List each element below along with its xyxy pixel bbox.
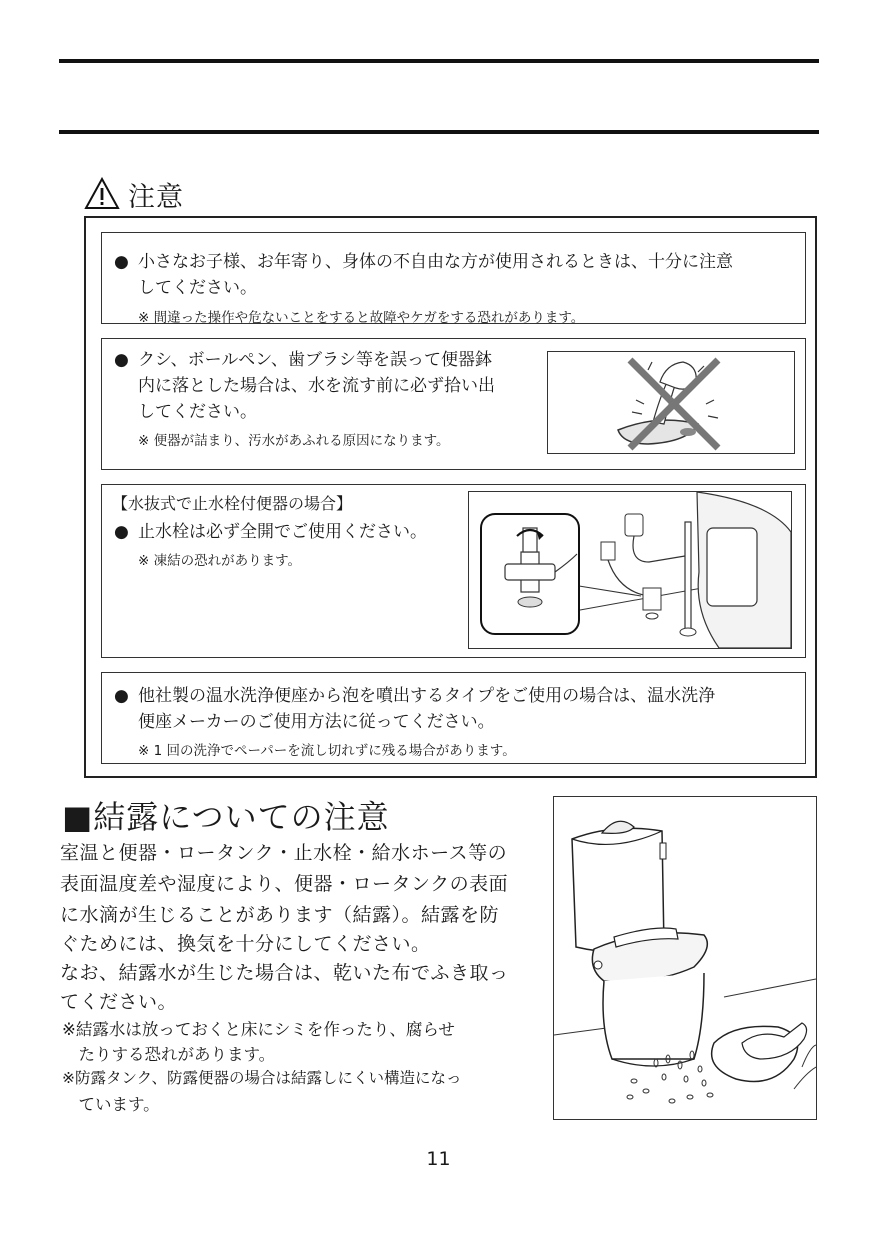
page-number: 11: [426, 1148, 451, 1170]
condensation-note-2: たりする恐れがあります。: [62, 1045, 276, 1064]
caution-frame: [84, 216, 817, 778]
condensation-title: ■結露についての注意: [62, 798, 390, 836]
second-rule: [59, 130, 819, 134]
bullet-icon: ●: [114, 522, 129, 542]
item4-line-2: 便座メーカーのご使用方法に従ってください。: [138, 712, 495, 732]
top-rule: [59, 59, 819, 63]
item1-line-2: してください。: [138, 278, 257, 298]
stop-valve-open-illustration: [469, 492, 791, 648]
toilet-wiping-illustration: [554, 797, 816, 1119]
caution-heading: [84, 176, 184, 212]
bullet-icon: ●: [114, 252, 129, 272]
item3-note: ※ 凍結の恐れがあります。: [138, 553, 302, 569]
condensation-line-1: 室温と便器・ロータンク・止水栓・給水ホース等の: [60, 842, 508, 864]
condensation-note-3: ※防露タンク、防露便器の場合は結露しにくい構造になっ: [62, 1069, 462, 1087]
condensation-line-2: 表面温度差や湿度により、便器・ロータンクの表面: [60, 873, 509, 895]
caution-item-4: [101, 672, 806, 764]
caution-item-1: [101, 232, 806, 324]
stop-valve-illustration: [468, 491, 792, 649]
warning-triangle-icon: [84, 177, 120, 211]
item2-note: ※ 便器が詰まり、汚水があふれる原因になります。: [138, 433, 450, 449]
condensation-line-6: てください。: [60, 991, 178, 1013]
condensation-note-4: ています。: [62, 1095, 160, 1114]
item2-line-3: してください。: [138, 402, 257, 422]
caution-item-3: [101, 484, 806, 658]
condensation-note-1: ※結露水は放っておくと床にシミを作ったり、腐らせ: [62, 1020, 455, 1039]
item3-heading: 【水抜式で止水栓付便器の場合】: [112, 494, 353, 513]
caution-title: 注意: [128, 181, 184, 213]
item4-note: ※ 1 回の洗浄でペーパーを流し切れずに残る場合があります。: [138, 743, 516, 759]
bullet-icon: ●: [114, 686, 129, 706]
item2-line-1: クシ、ボールペン、歯ブラシ等を誤って便器鉢: [138, 350, 492, 370]
item2-line-2: 内に落とした場合は、水を流す前に必ず拾い出: [138, 376, 495, 396]
item1-note: ※ 間違った操作や危ないことをすると故障やケガをする恐れがあります。: [138, 310, 585, 326]
condensation-line-5: なお、結露水が生じた場合は、乾いた布でふき取っ: [60, 962, 509, 984]
item3-line: 止水栓は必ず全開でご使用ください。: [138, 522, 427, 542]
toilet-condensation-illustration: [553, 796, 817, 1120]
item4-line-1: 他社製の温水洗浄便座から泡を噴出するタイプをご使用の場合は、温水洗浄: [138, 686, 716, 706]
bullet-icon: ●: [114, 350, 129, 370]
condensation-line-3: に水滴が生じることがあります（結露）。結露を防: [60, 904, 500, 926]
hand-dropping-object-illustration: [548, 352, 794, 453]
item1-line-1: 小さなお子様、お年寄り、身体の不自由な方が使用されるときは、十分に注意: [138, 252, 733, 272]
condensation-line-4: ぐためには、換気を十分にしてください。: [60, 933, 431, 955]
no-flush-illustration: [547, 351, 795, 454]
caution-item-2: [101, 338, 806, 470]
